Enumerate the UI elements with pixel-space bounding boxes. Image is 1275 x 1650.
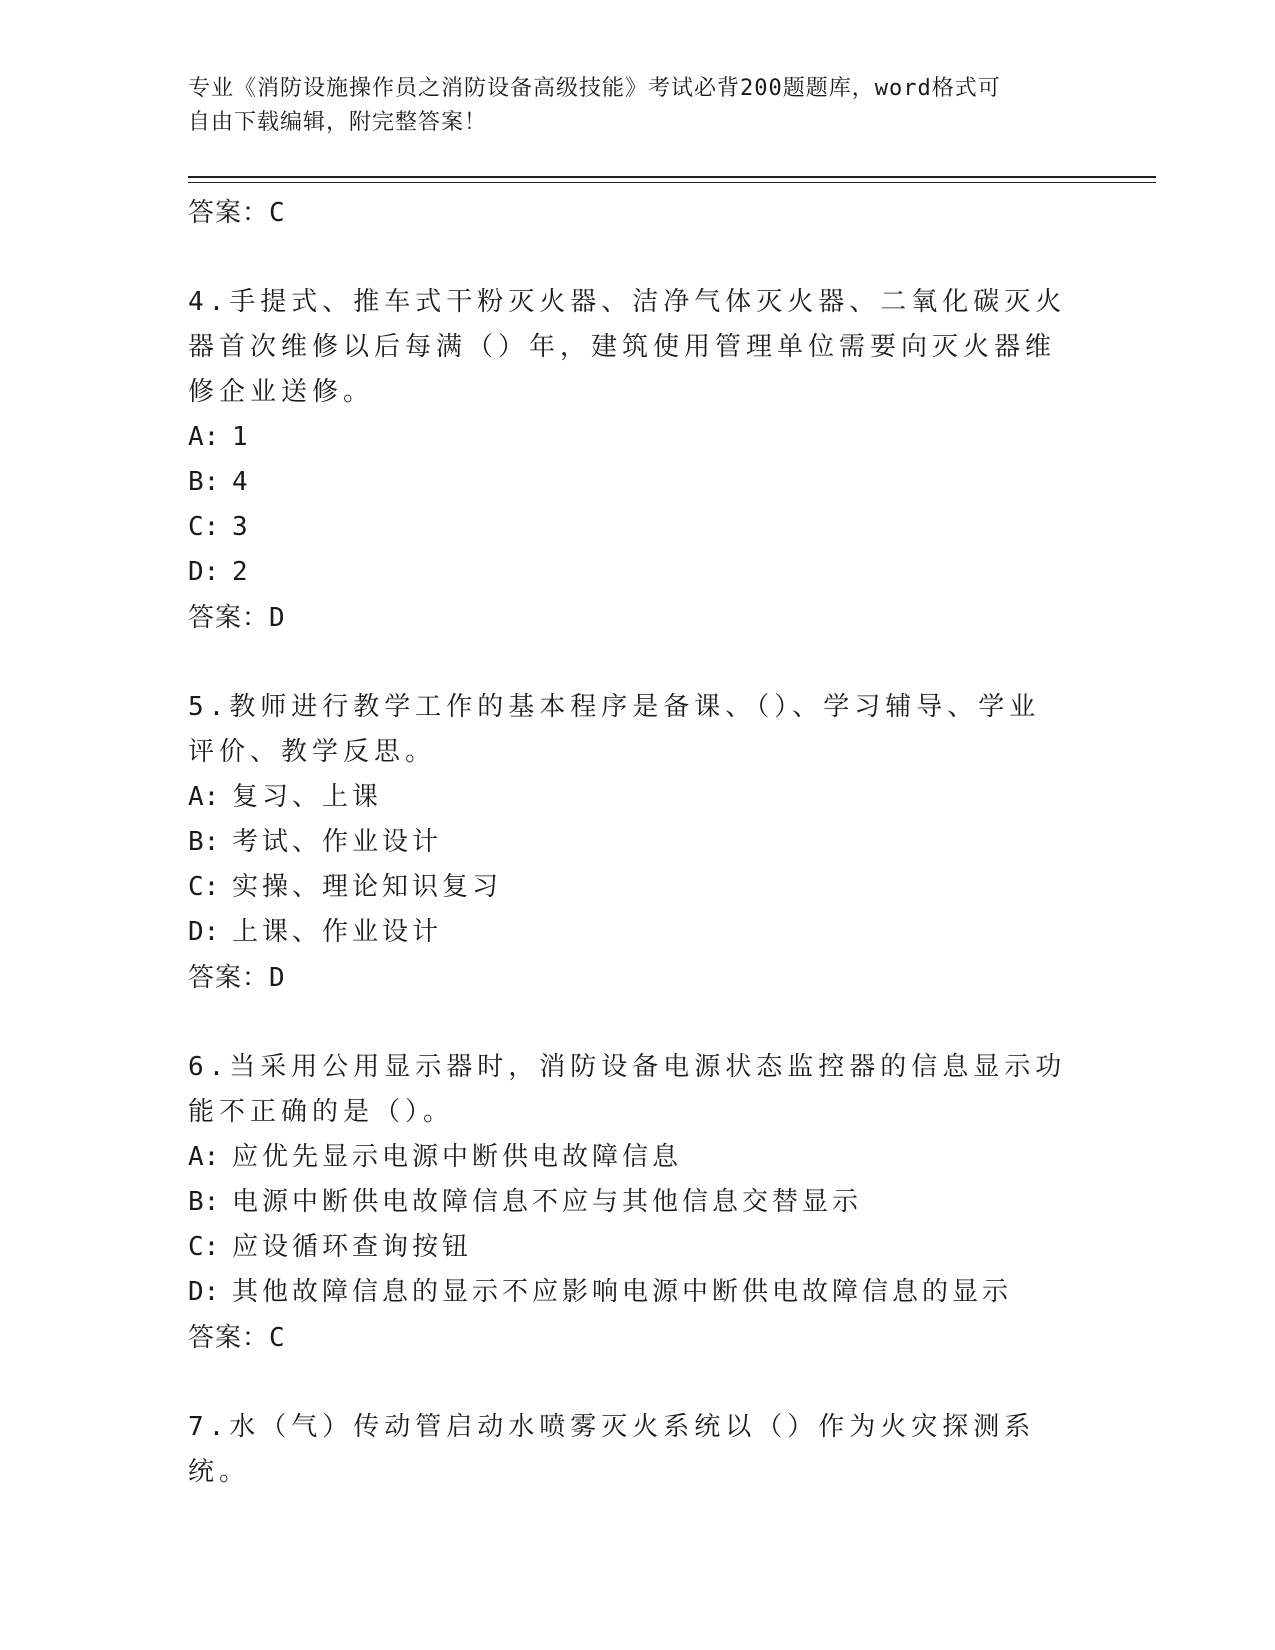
option-label: C: xyxy=(188,872,220,902)
option-text: 实操、理论知识复习 xyxy=(232,872,503,902)
option-text: 应设循环查询按钮 xyxy=(232,1232,473,1262)
question-text: 5.教师进行教学工作的基本程序是备课、（）、学习辅导、学业评价、教学反思。 xyxy=(188,692,1041,767)
option-c xyxy=(188,1225,1068,1270)
answer-line: 答案：C xyxy=(188,1323,286,1353)
option-text: 应优先显示电源中断供电故障信息 xyxy=(232,1142,683,1172)
option-b xyxy=(188,820,1068,865)
option-text: 2 xyxy=(232,557,252,587)
option-label: D: xyxy=(188,1277,220,1307)
header-divider-thick xyxy=(188,176,1156,178)
header-line-2: 自由下载编辑，附完整答案！ xyxy=(188,110,488,135)
option-text: 1 xyxy=(232,422,252,452)
header-divider-thin xyxy=(188,182,1156,183)
option-text: 上课、作业设计 xyxy=(232,917,443,947)
option-label: B: xyxy=(188,827,220,857)
question-list xyxy=(188,190,1068,1495)
question-item xyxy=(188,1405,1068,1495)
answer-line: 答案：D xyxy=(188,603,286,633)
option-a xyxy=(188,1135,1068,1180)
option-c xyxy=(188,865,1068,910)
document-header xyxy=(188,72,1068,140)
option-b xyxy=(188,1180,1068,1225)
option-text: 电源中断供电故障信息不应与其他信息交替显示 xyxy=(232,1187,863,1217)
option-label: A: xyxy=(188,782,220,812)
question-item xyxy=(188,280,1068,641)
option-label: C: xyxy=(188,512,220,542)
option-text: 复习、上课 xyxy=(232,782,383,812)
question-text: 7.水（气）传动管启动水喷雾灭火系统以（）作为火灾探测系统。 xyxy=(188,1412,1036,1487)
option-label: D: xyxy=(188,917,220,947)
question-text: 4.手提式、推车式干粉灭火器、洁净气体灭火器、二氧化碳灭火器首次维修以后每满（）年，建筑使用管理单位需要向灭火器维修企业送修。 xyxy=(188,287,1067,407)
option-label: A: xyxy=(188,1142,220,1172)
option-text: 3 xyxy=(232,512,252,542)
option-label: B: xyxy=(188,1187,220,1217)
option-label: D: xyxy=(188,557,220,587)
header-line-1: 专业《消防设施操作员之消防设备高级技能》考试必背200题题库，word格式可 xyxy=(188,76,1001,101)
option-label: A: xyxy=(188,422,220,452)
question-item xyxy=(188,1045,1068,1361)
answer-line: 答案：D xyxy=(188,963,286,993)
option-d xyxy=(188,550,1068,595)
option-d xyxy=(188,910,1068,955)
option-label: B: xyxy=(188,467,220,497)
option-a xyxy=(188,775,1068,820)
answer-line: 答案：C xyxy=(188,198,286,228)
option-d xyxy=(188,1270,1068,1315)
option-label: C: xyxy=(188,1232,220,1262)
option-c xyxy=(188,505,1068,550)
option-b xyxy=(188,460,1068,505)
option-text: 4 xyxy=(232,467,252,497)
option-text: 其他故障信息的显示不应影响电源中断供电故障信息的显示 xyxy=(232,1277,1013,1307)
question-text: 6.当采用公用显示器时，消防设备电源状态监控器的信息显示功能不正确的是（）。 xyxy=(188,1052,1067,1127)
option-a xyxy=(188,415,1068,460)
option-text: 考试、作业设计 xyxy=(232,827,443,857)
question-item xyxy=(188,685,1068,1001)
